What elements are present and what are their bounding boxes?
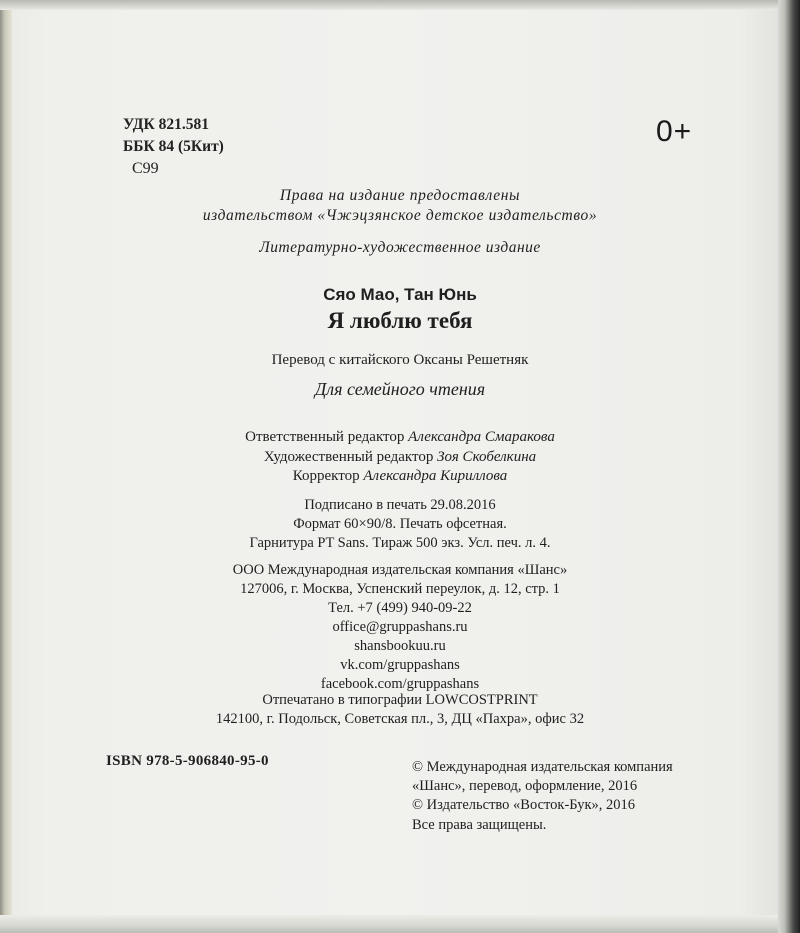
publisher-name: ООО Международная издательская компания «Шанс» <box>232 562 568 578</box>
editor-name: Александра Смаракова <box>408 429 555 445</box>
genre: Литературно-художественное издание <box>259 239 541 256</box>
print-typeface: Гарнитура PT Sans. Тираж 500 экз. Усл. печ. л. 4. <box>249 535 551 551</box>
editor-role: Ответственный редактор <box>245 429 409 445</box>
page-edge-top <box>0 0 778 10</box>
print-info <box>0 496 800 553</box>
print-format: Формат 60×90/8. Печать офсетная. <box>293 516 507 532</box>
copyright-line-2: «Шанс», перевод, оформление, 2016 <box>412 778 638 795</box>
print-signed: Подписано в печать 29.08.2016 <box>304 497 496 513</box>
printed-line-1: Отпечатано в типографии LOWCOSTPRINT <box>262 692 538 708</box>
publisher-vk: vk.com/gruppashans <box>340 657 460 673</box>
book-title: Я люблю тебя <box>327 308 473 333</box>
printed-line-2: 142100, г. Подольск, Советская пл., 3, ДЦ «Пахра», офис 32 <box>215 711 585 727</box>
art-editor-line <box>0 448 800 468</box>
copyright-notice <box>412 758 673 835</box>
art-editor-role: Художественный редактор <box>263 448 438 465</box>
isbn: ISBN 978-5-906840-95-0 <box>106 753 269 769</box>
publisher-address: 127006, г. Москва, Успенский переулок, д. 12, стр. 1 <box>240 581 560 597</box>
printing-house <box>0 691 800 729</box>
copyright-line-4: Все права защищены. <box>412 816 547 833</box>
publisher-email: office@gruppashans.ru <box>332 619 468 635</box>
editor-line <box>0 428 800 448</box>
art-editor-name: Зоя Скобелкина <box>437 448 537 465</box>
publisher-info <box>0 561 800 694</box>
bbk-code: ББК 84 (5Кит) <box>123 138 224 155</box>
rights-line-2: издательством «Чжэцзянское детское издательство» <box>202 207 598 224</box>
publisher-phone: Тел. +7 (499) 940-09-22 <box>328 600 472 616</box>
series: Для семейного чтения <box>314 379 486 399</box>
proofreader-name: Александра Кириллова <box>363 468 508 484</box>
page-edge-bottom <box>0 915 778 933</box>
classification-codes <box>123 114 224 180</box>
author-mark: С99 <box>132 160 159 177</box>
rights-notice <box>0 186 800 226</box>
proofreader-role: Корректор <box>292 468 364 484</box>
publisher-facebook: facebook.com/gruppashans <box>320 676 480 692</box>
age-rating: 0+ <box>656 115 693 148</box>
translator: Перевод с китайского Оксаны Решетняк <box>271 352 529 368</box>
udk-code: УДК 821.581 <box>123 116 209 133</box>
proofreader-line <box>0 467 800 487</box>
copyright-line-3: © Издательство «Восток-Бук», 2016 <box>412 797 636 814</box>
authors: Сяо Мао, Тан Юнь <box>323 285 477 304</box>
copyright-line-1: © Международная издательская компания <box>412 759 673 775</box>
rights-line-1: Права на издание предоставлены <box>279 187 521 204</box>
credits <box>0 428 800 487</box>
publisher-site: shansbookuu.ru <box>354 638 446 654</box>
